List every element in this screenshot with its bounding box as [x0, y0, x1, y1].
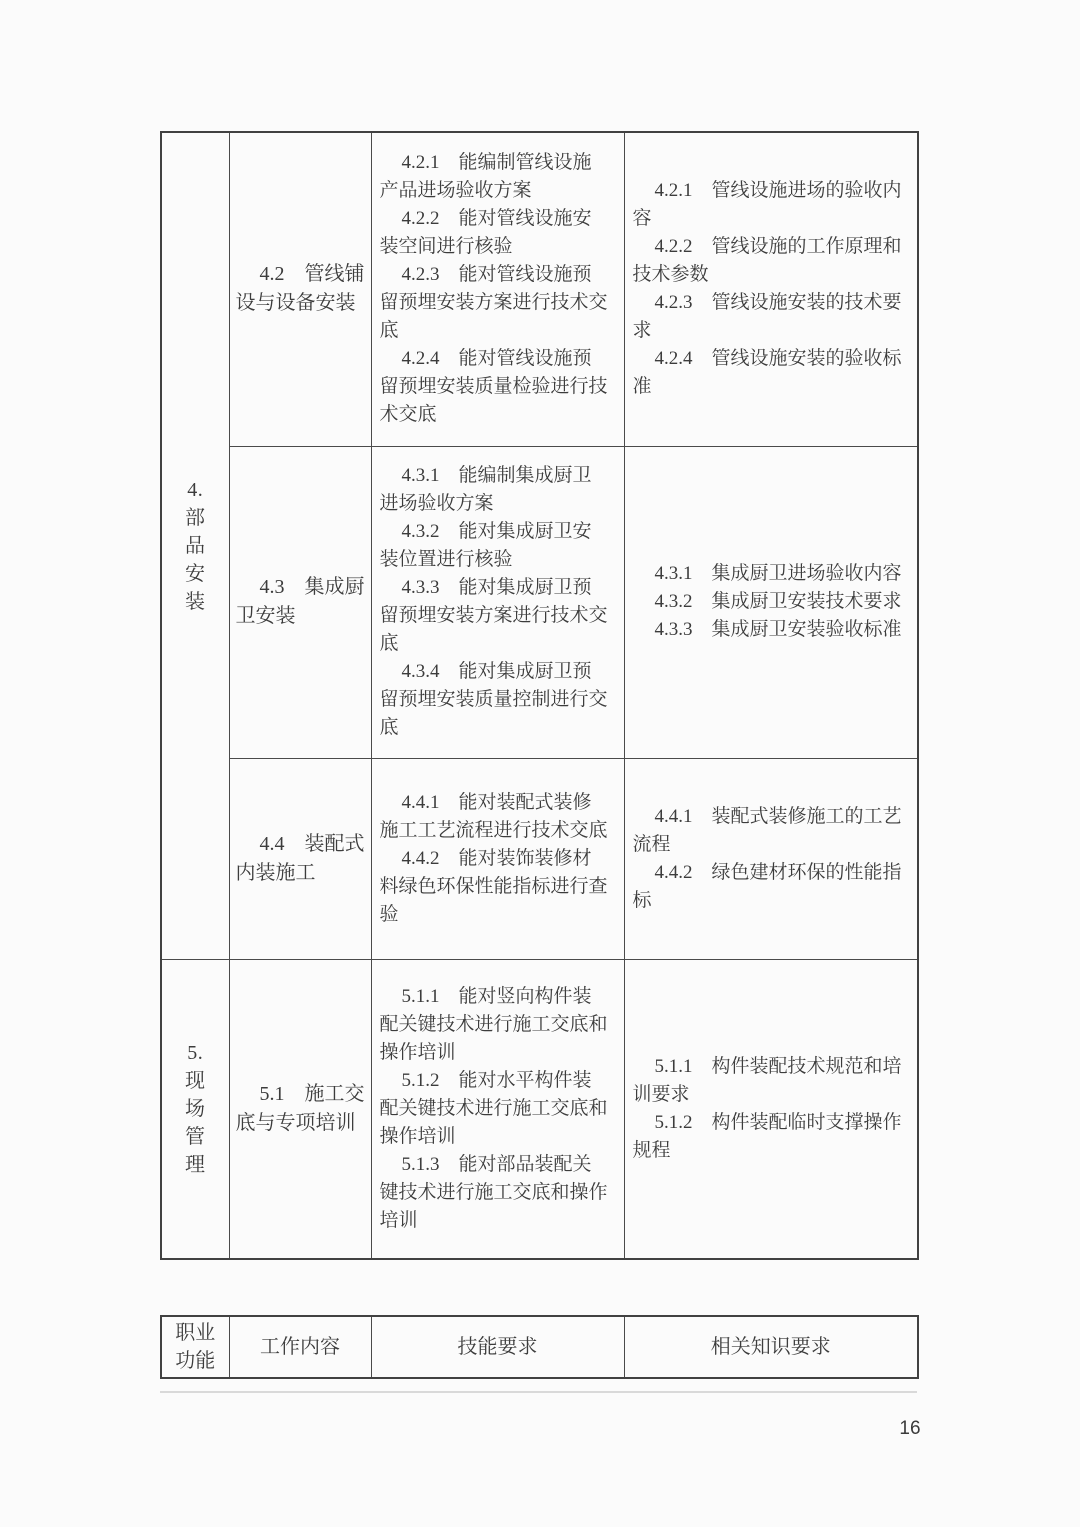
- work-content-cell: 4.4 装配式内装施工: [229, 758, 371, 959]
- header-skill-requirements: 技能要求: [371, 1316, 624, 1378]
- function-label-line: 安: [185, 562, 206, 585]
- table-row: [161, 959, 918, 1259]
- knowledge-cell: [624, 446, 918, 758]
- knowledge-item: 4.2.4 管线设施安装的验收标准: [632, 348, 902, 398]
- knowledge-item: 4.2.3 管线设施安装的技术要求: [632, 292, 902, 342]
- skill-item: 4.3.4 能对集成厨卫预留预埋安装质量控制进行交底: [379, 661, 608, 738]
- function-label-line: 理: [185, 1153, 206, 1176]
- skill-item: 5.1.1 能对竖向构件装配关键技术进行施工交底和操作培训: [379, 985, 608, 1063]
- skill-item: 4.3.2 能对集成厨卫安装位置进行核验: [379, 521, 592, 570]
- knowledge-cell: [624, 959, 918, 1259]
- function-label-line: 部: [185, 506, 206, 529]
- skill-item: 5.1.2 能对水平构件装配关键技术进行施工交底和操作培训: [379, 1069, 608, 1147]
- skills-cell: [371, 132, 624, 446]
- knowledge-item: 4.4.1 装配式装修施工的工艺流程: [632, 805, 902, 855]
- knowledge-item: 4.3.3 集成厨卫安装验收标准: [654, 619, 902, 640]
- table-row: [161, 132, 918, 446]
- table-header-row: [160, 1315, 919, 1379]
- skill-item: 4.4.2 能对装饰装修材料绿色环保性能指标进行查验: [379, 847, 608, 925]
- function-label-line: 管: [185, 1125, 206, 1148]
- work-content-cell: 4.3 集成厨卫安装: [229, 446, 371, 758]
- knowledge-item: 4.3.1 集成厨卫进场验收内容: [654, 563, 902, 584]
- header-row: [161, 1316, 918, 1378]
- knowledge-cell: [624, 758, 918, 959]
- skill-item: 4.2.2 能对管线设施安装空间进行核验: [379, 208, 592, 258]
- function-label-line: 场: [185, 1097, 206, 1120]
- scan-shadow-line: [160, 1391, 917, 1393]
- knowledge-item: 4.2.2 管线设施的工作原理和技术参数: [632, 236, 902, 286]
- occupational-standard-table: [160, 131, 919, 1260]
- knowledge-item: 5.1.2 构件装配临时支撑操作规程: [632, 1111, 902, 1161]
- page-number: 16: [899, 1418, 921, 1439]
- knowledge-cell: [624, 132, 918, 446]
- skills-cell: [371, 758, 624, 959]
- knowledge-item: 5.1.1 构件装配技术规范和培训要求: [632, 1055, 902, 1105]
- knowledge-item: 4.3.2 集成厨卫安装技术要求: [654, 591, 902, 612]
- function-cell: [161, 132, 229, 959]
- header-knowledge-requirements: 相关知识要求: [624, 1316, 918, 1378]
- knowledge-item: 4.2.1 管线设施进场的验收内容: [632, 180, 902, 230]
- function-label-line: 品: [185, 534, 206, 557]
- skill-item: 4.4.1 能对装配式装修施工工艺流程进行技术交底: [379, 791, 608, 841]
- function-label-line: 5.: [187, 1041, 204, 1064]
- skill-item: 4.3.1 能编制集成厨卫进场验收方案: [379, 465, 592, 514]
- skill-item: 5.1.3 能对部品装配关键技术进行施工交底和操作培训: [379, 1153, 608, 1231]
- function-label-line: 现: [185, 1069, 206, 1092]
- header-work-content: 工作内容: [229, 1316, 371, 1378]
- skill-item: 4.3.3 能对集成厨卫预留预埋安装方案进行技术交底: [379, 577, 608, 654]
- knowledge-item: 4.4.2 绿色建材环保的性能指标: [632, 861, 902, 911]
- table-row: [161, 446, 918, 758]
- function-label-line: 装: [185, 590, 206, 613]
- table-row: [161, 758, 918, 959]
- skill-item: 4.2.1 能编制管线设施产品进场验收方案: [379, 152, 592, 202]
- work-content-cell: 4.2 管线铺设与设备安装: [229, 132, 371, 446]
- work-content-cell: 5.1 施工交底与专项培训: [229, 959, 371, 1259]
- function-label-line: 4.: [187, 478, 204, 501]
- skill-item: 4.2.4 能对管线设施预留预埋安装质量检验进行技术交底: [379, 348, 608, 426]
- skills-cell: [371, 446, 624, 758]
- function-cell: [161, 959, 229, 1259]
- skills-cell: [371, 959, 624, 1259]
- skill-item: 4.2.3 能对管线设施预留预埋安装方案进行技术交底: [379, 264, 608, 342]
- header-occupational-function: 职业功能: [161, 1316, 229, 1378]
